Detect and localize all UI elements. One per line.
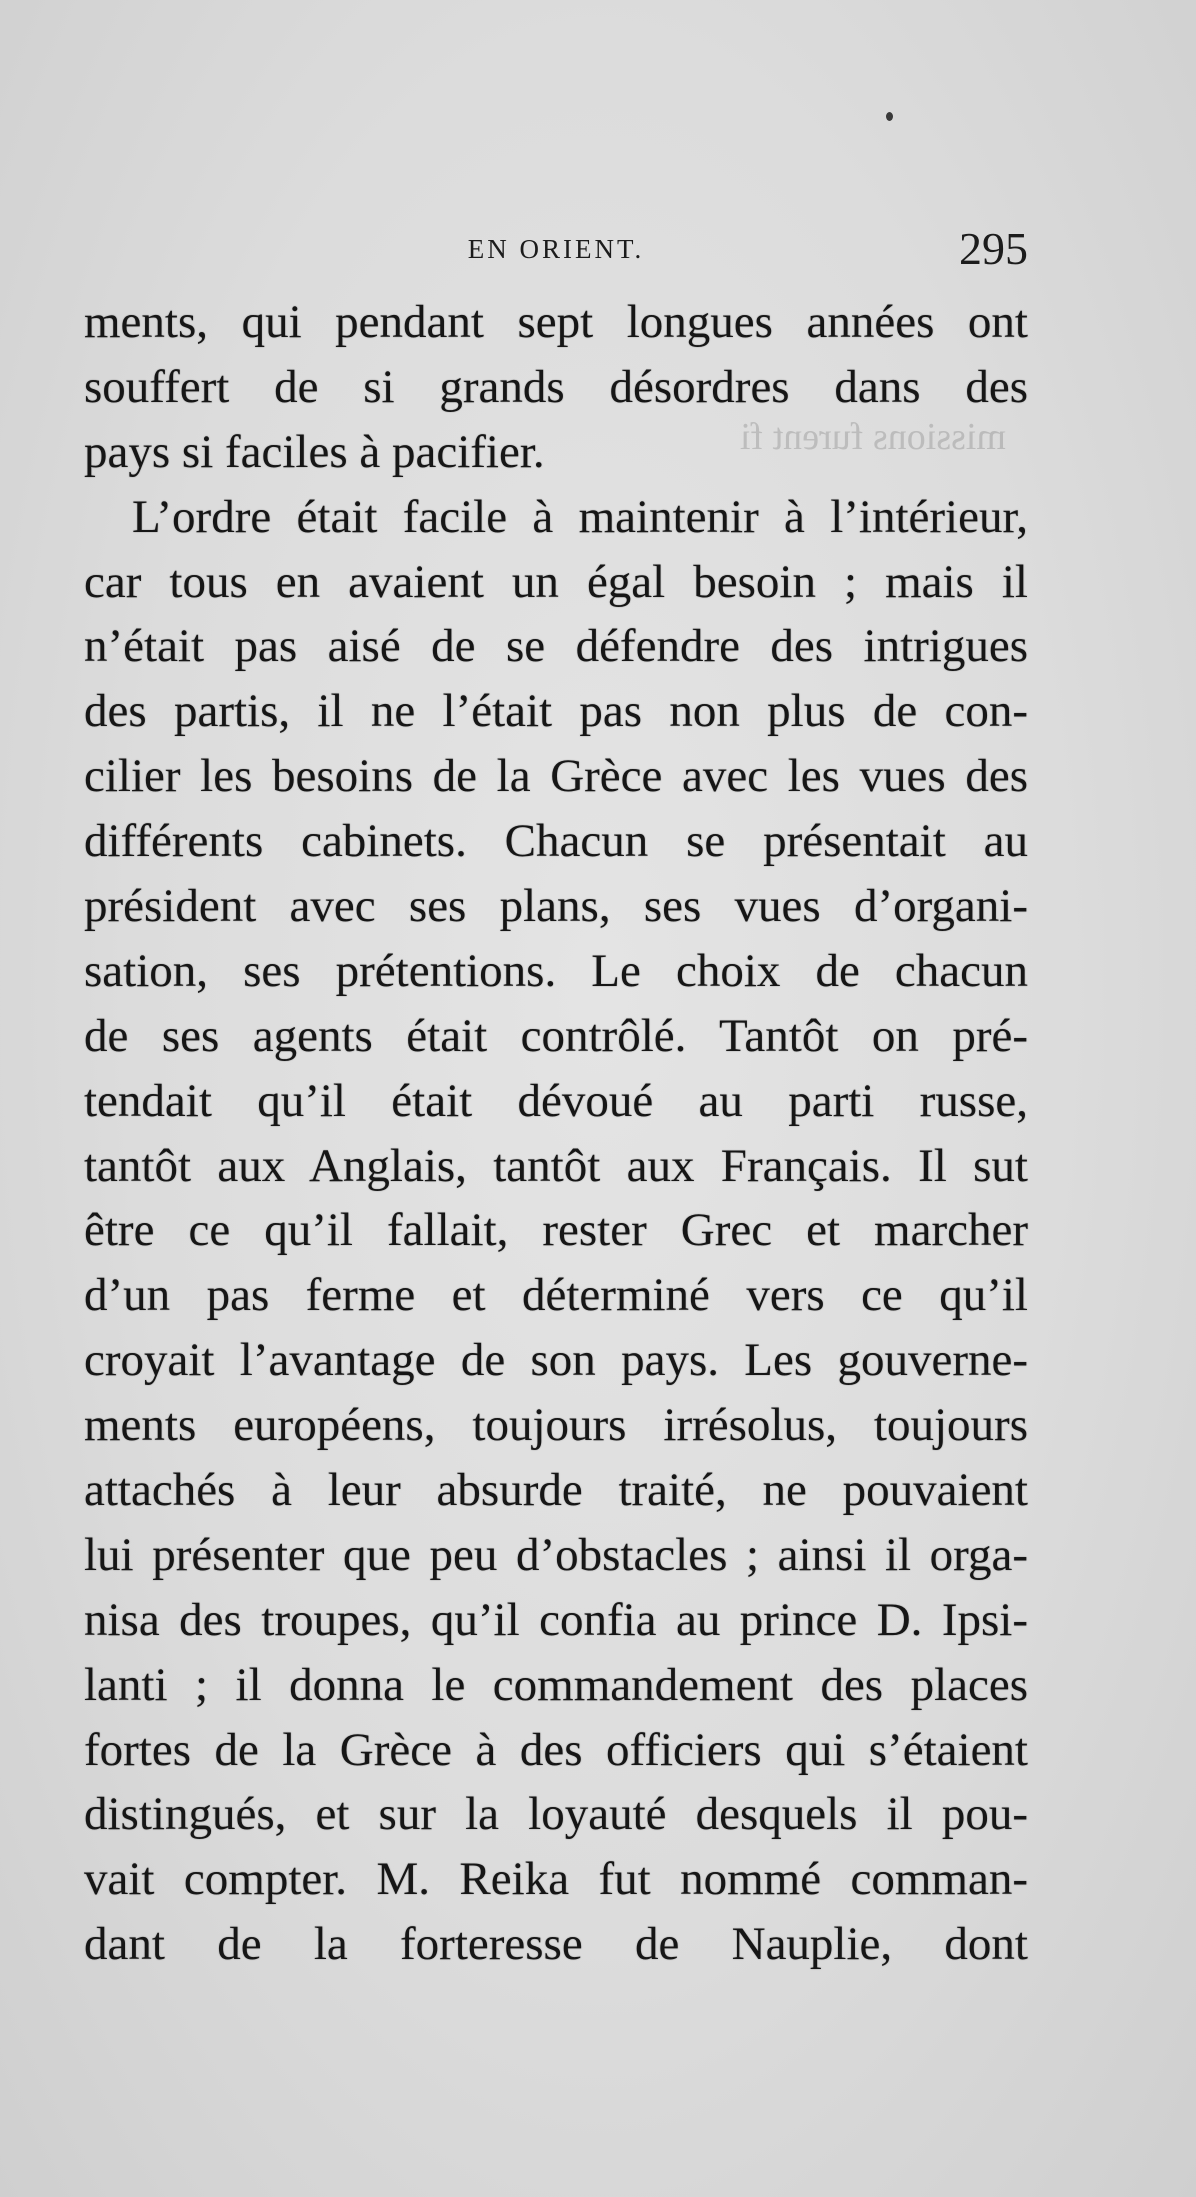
text-line: des partis, il ne l’était pas non plus de con- bbox=[84, 685, 1028, 738]
text-line: tendait qu’il était dévoué au parti russe, bbox=[84, 1074, 1028, 1127]
text-line: président avec ses plans, ses vues d’organi- bbox=[84, 880, 1028, 933]
text-line: attachés à leur absurde traité, ne pouvaient bbox=[84, 1464, 1028, 1517]
show-through-text: missions furent fi bbox=[740, 416, 1006, 458]
text-line: nisa des troupes, qu’il confia au prince D. Ipsi- bbox=[84, 1593, 1028, 1646]
text-line: car tous en avaient un égal besoin ; mais il bbox=[84, 555, 1028, 608]
text-line: n’était pas aisé de se défendre des intrigues bbox=[84, 620, 1028, 673]
text-line: sation, ses prétentions. Le choix de chacun bbox=[84, 944, 1028, 997]
text-line: croyait l’avantage de son pays. Les gouverne- bbox=[84, 1334, 1028, 1387]
text-line: cilier les besoins de la Grèce avec les vues des bbox=[84, 750, 1028, 803]
text-line: lanti ; il donna le commandement des places bbox=[84, 1658, 1028, 1711]
text-line: d’un pas ferme et déterminé vers ce qu’il bbox=[84, 1269, 1028, 1322]
text-line: fortes de la Grèce à des officiers qui s’étaient bbox=[84, 1723, 1028, 1776]
text-line: pays si faciles à pacifier. bbox=[84, 425, 545, 478]
text-line: distingués, et sur la loyauté desquels il pou- bbox=[84, 1788, 1028, 1841]
running-head bbox=[84, 222, 1028, 282]
page-number: 295 bbox=[959, 223, 1028, 274]
text-line: de ses agents était contrôlé. Tantôt on pré- bbox=[84, 1009, 1028, 1062]
text-line: différents cabinets. Chacun se présentait au bbox=[84, 815, 1028, 868]
body-text bbox=[84, 290, 1028, 1977]
ink-speck bbox=[886, 112, 893, 121]
text-line: lui présenter que peu d’obstacles ; ainsi il orga- bbox=[84, 1528, 1028, 1581]
running-title: EN ORIENT. bbox=[467, 234, 645, 264]
text-line: être ce qu’il fallait, rester Grec et marcher bbox=[84, 1204, 1028, 1257]
text-line: souffert de si grands désordres dans des bbox=[84, 360, 1028, 413]
text-line: ments européens, toujours irrésolus, toujours bbox=[84, 1399, 1028, 1452]
text-line: dant de la forteresse de Nauplie, dont bbox=[84, 1918, 1028, 1971]
text-line: tantôt aux Anglais, tantôt aux Français. Il sut bbox=[84, 1139, 1028, 1192]
text-line: ments, qui pendant sept longues années ont bbox=[84, 296, 1028, 348]
text-line: vait compter. M. Reika fut nommé comman- bbox=[84, 1853, 1028, 1906]
text-line: L’ordre était facile à maintenir à l’intérieur, bbox=[132, 490, 1028, 543]
